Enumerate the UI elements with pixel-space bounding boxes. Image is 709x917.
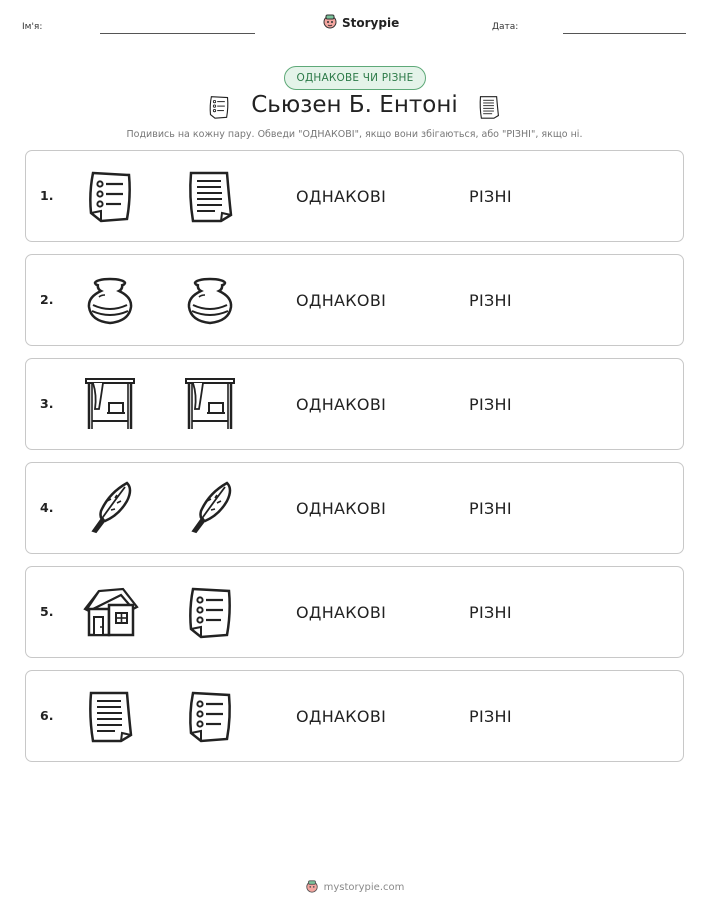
question-number: 3. (40, 396, 54, 411)
different-option[interactable]: РІЗНІ (469, 499, 512, 518)
storypie-mascot-icon (322, 13, 338, 33)
brand-name: Storypie (342, 16, 400, 30)
question-number: 6. (40, 708, 54, 723)
worksheet-type-badge: ОДНАКОВЕ ЧИ РІЗНЕ (284, 66, 426, 90)
instructions: Подивись на кожну пару. Обведи "ОДНАКОВІ", якщо вони збігаються, або "РІЗНІ", якщо ні. (126, 129, 583, 140)
footer (0, 879, 709, 896)
checklist-paper-icon (181, 583, 239, 641)
same-option[interactable]: ОДНАКОВІ (296, 395, 387, 414)
same-option[interactable]: ОДНАКОВІ (296, 187, 387, 206)
same-option[interactable]: ОДНАКОВІ (296, 707, 387, 726)
different-option[interactable]: РІЗНІ (469, 603, 512, 622)
same-option[interactable]: ОДНАКОВІ (296, 603, 387, 622)
different-option[interactable]: РІЗНІ (469, 291, 512, 310)
same-option[interactable]: ОДНАКОВІ (296, 291, 387, 310)
question-number: 4. (40, 500, 54, 515)
question-row (25, 358, 684, 450)
written-paper-icon (476, 92, 502, 126)
window-table-icon (181, 375, 239, 433)
house-icon (81, 583, 139, 641)
footer-site-link[interactable]: mystorypie.com (323, 882, 405, 893)
window-table-icon (81, 375, 139, 433)
name-line[interactable] (100, 33, 255, 34)
question-row (25, 254, 684, 346)
question-row (25, 566, 684, 658)
different-option[interactable]: РІЗНІ (469, 707, 512, 726)
clay-pot-icon (81, 271, 139, 329)
question-number: 2. (40, 292, 54, 307)
date-label: Дата: (492, 22, 519, 32)
checklist-paper-icon (81, 167, 139, 225)
quill-pen-icon (181, 479, 239, 537)
page-title: Сьюзен Б. Ентоні (251, 92, 458, 118)
storypie-mascot-icon (305, 879, 319, 896)
name-label: Ім'я: (22, 22, 43, 32)
clay-pot-icon (181, 271, 239, 329)
written-paper-icon (181, 167, 239, 225)
written-paper-icon (81, 687, 139, 745)
question-number: 1. (40, 188, 54, 203)
different-option[interactable]: РІЗНІ (469, 187, 512, 206)
brand-logo (322, 13, 399, 33)
question-row (25, 670, 684, 762)
date-line[interactable] (563, 33, 686, 34)
quill-pen-icon (81, 479, 139, 537)
different-option[interactable]: РІЗНІ (469, 395, 512, 414)
question-row (25, 150, 684, 242)
question-row (25, 462, 684, 554)
question-number: 5. (40, 604, 54, 619)
same-option[interactable]: ОДНАКОВІ (296, 499, 387, 518)
checklist-paper-icon (181, 687, 239, 745)
